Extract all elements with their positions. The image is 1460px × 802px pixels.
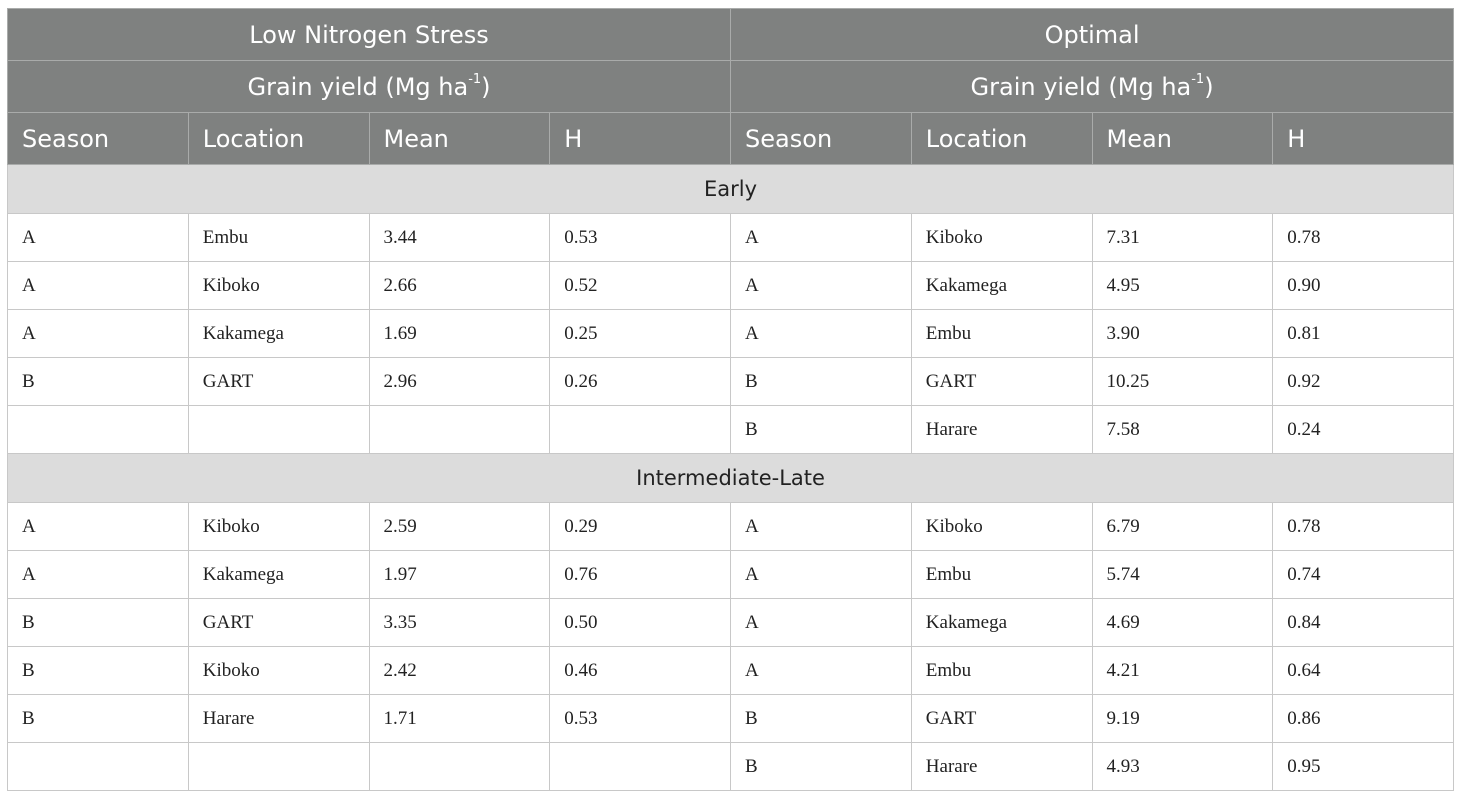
group-label: Intermediate-Late xyxy=(8,454,1454,503)
table-cell: B xyxy=(731,695,912,743)
table-cell: 0.76 xyxy=(550,551,731,599)
table-cell xyxy=(369,743,550,791)
table-cell: 1.97 xyxy=(369,551,550,599)
table-cell: A xyxy=(731,310,912,358)
table-cell: 4.69 xyxy=(1092,599,1273,647)
table-row xyxy=(8,310,1454,358)
table-cell: B xyxy=(731,406,912,454)
table-cell: 2.59 xyxy=(369,503,550,551)
table-cell: 0.25 xyxy=(550,310,731,358)
col-mean-optimal: Mean xyxy=(1092,113,1273,165)
table-cell: 0.64 xyxy=(1273,647,1454,695)
table-cell: 0.29 xyxy=(550,503,731,551)
col-h-optimal: H xyxy=(1273,113,1454,165)
table-cell: 2.66 xyxy=(369,262,550,310)
table-cell: 4.21 xyxy=(1092,647,1273,695)
table-cell xyxy=(188,743,369,791)
col-location-optimal: Location xyxy=(911,113,1092,165)
table-cell: B xyxy=(8,358,189,406)
table-cell: Kiboko xyxy=(188,647,369,695)
col-season-optimal: Season xyxy=(731,113,912,165)
col-season-low: Season xyxy=(8,113,189,165)
table-cell: GART xyxy=(188,358,369,406)
table-cell: A xyxy=(731,503,912,551)
table-cell xyxy=(550,743,731,791)
table-body xyxy=(8,165,1454,791)
table-cell: 7.58 xyxy=(1092,406,1273,454)
table-cell xyxy=(550,406,731,454)
table-cell: B xyxy=(731,358,912,406)
table-row xyxy=(8,647,1454,695)
table-cell: GART xyxy=(188,599,369,647)
table-cell: A xyxy=(8,262,189,310)
table-cell: 9.19 xyxy=(1092,695,1273,743)
table-cell: 0.78 xyxy=(1273,503,1454,551)
header-optimal: Optimal xyxy=(731,9,1454,61)
table-row xyxy=(8,214,1454,262)
group-label: Early xyxy=(8,165,1454,214)
col-location-low: Location xyxy=(188,113,369,165)
table-cell: A xyxy=(731,647,912,695)
table-cell: A xyxy=(731,599,912,647)
table-cell: B xyxy=(8,599,189,647)
table-cell: Embu xyxy=(911,310,1092,358)
table-cell xyxy=(369,406,550,454)
table-cell: 10.25 xyxy=(1092,358,1273,406)
table-cell: 0.78 xyxy=(1273,214,1454,262)
table-cell: A xyxy=(731,214,912,262)
table-cell: Kiboko xyxy=(188,262,369,310)
table-cell: A xyxy=(731,551,912,599)
table-cell: A xyxy=(8,551,189,599)
table-row xyxy=(8,503,1454,551)
table-cell: 3.35 xyxy=(369,599,550,647)
table-cell: 0.84 xyxy=(1273,599,1454,647)
table-row xyxy=(8,262,1454,310)
table-row xyxy=(8,695,1454,743)
table-header xyxy=(8,9,1454,165)
table-row xyxy=(8,406,1454,454)
table-cell: 2.42 xyxy=(369,647,550,695)
table-cell: Harare xyxy=(188,695,369,743)
table-cell: 0.86 xyxy=(1273,695,1454,743)
table-cell: Kiboko xyxy=(911,503,1092,551)
table-cell: 0.52 xyxy=(550,262,731,310)
table-cell: GART xyxy=(911,695,1092,743)
yield-table-container xyxy=(7,8,1453,791)
table-cell: 6.79 xyxy=(1092,503,1273,551)
table-cell: 0.53 xyxy=(550,695,731,743)
table-cell: Kakamega xyxy=(911,599,1092,647)
table-cell: B xyxy=(731,743,912,791)
table-cell: 0.92 xyxy=(1273,358,1454,406)
table-cell: 5.74 xyxy=(1092,551,1273,599)
table-row xyxy=(8,551,1454,599)
col-h-low: H xyxy=(550,113,731,165)
table-cell: 4.95 xyxy=(1092,262,1273,310)
table-cell: Embu xyxy=(188,214,369,262)
table-cell: 3.90 xyxy=(1092,310,1273,358)
table-cell xyxy=(8,743,189,791)
table-cell: GART xyxy=(911,358,1092,406)
table-cell: Embu xyxy=(911,647,1092,695)
table-cell: Kakamega xyxy=(188,310,369,358)
table-cell xyxy=(188,406,369,454)
table-cell: Harare xyxy=(911,406,1092,454)
table-cell: 3.44 xyxy=(369,214,550,262)
table-cell: 4.93 xyxy=(1092,743,1273,791)
table-cell: A xyxy=(8,214,189,262)
table-cell: A xyxy=(8,503,189,551)
table-cell: A xyxy=(8,310,189,358)
group-row xyxy=(8,454,1454,503)
table-cell: 0.81 xyxy=(1273,310,1454,358)
table-cell: 0.90 xyxy=(1273,262,1454,310)
table-cell xyxy=(8,406,189,454)
table-cell: 2.96 xyxy=(369,358,550,406)
header-grain-yield-optimal: Grain yield (Mg $ha^{-1}$) xyxy=(731,61,1454,113)
table-cell: 0.46 xyxy=(550,647,731,695)
table-cell: Kiboko xyxy=(188,503,369,551)
header-grain-yield-low: Grain yield (Mg $ha^{-1}$) xyxy=(8,61,731,113)
table-cell: Embu xyxy=(911,551,1092,599)
table-cell: 7.31 xyxy=(1092,214,1273,262)
table-cell: 1.71 xyxy=(369,695,550,743)
table-cell: 0.24 xyxy=(1273,406,1454,454)
yield-table xyxy=(7,8,1454,791)
table-cell: 0.74 xyxy=(1273,551,1454,599)
header-low-nitrogen-stress: Low Nitrogen Stress xyxy=(8,9,731,61)
table-cell: A xyxy=(731,262,912,310)
table-row xyxy=(8,599,1454,647)
table-cell: B xyxy=(8,647,189,695)
table-row xyxy=(8,743,1454,791)
table-cell: 0.26 xyxy=(550,358,731,406)
table-cell: 0.50 xyxy=(550,599,731,647)
table-cell: 0.53 xyxy=(550,214,731,262)
table-cell: 0.95 xyxy=(1273,743,1454,791)
table-cell: Kakamega xyxy=(188,551,369,599)
col-mean-low: Mean xyxy=(369,113,550,165)
table-cell: 1.69 xyxy=(369,310,550,358)
group-row xyxy=(8,165,1454,214)
table-cell: Harare xyxy=(911,743,1092,791)
table-cell: B xyxy=(8,695,189,743)
table-cell: Kakamega xyxy=(911,262,1092,310)
table-cell: Kiboko xyxy=(911,214,1092,262)
table-row xyxy=(8,358,1454,406)
